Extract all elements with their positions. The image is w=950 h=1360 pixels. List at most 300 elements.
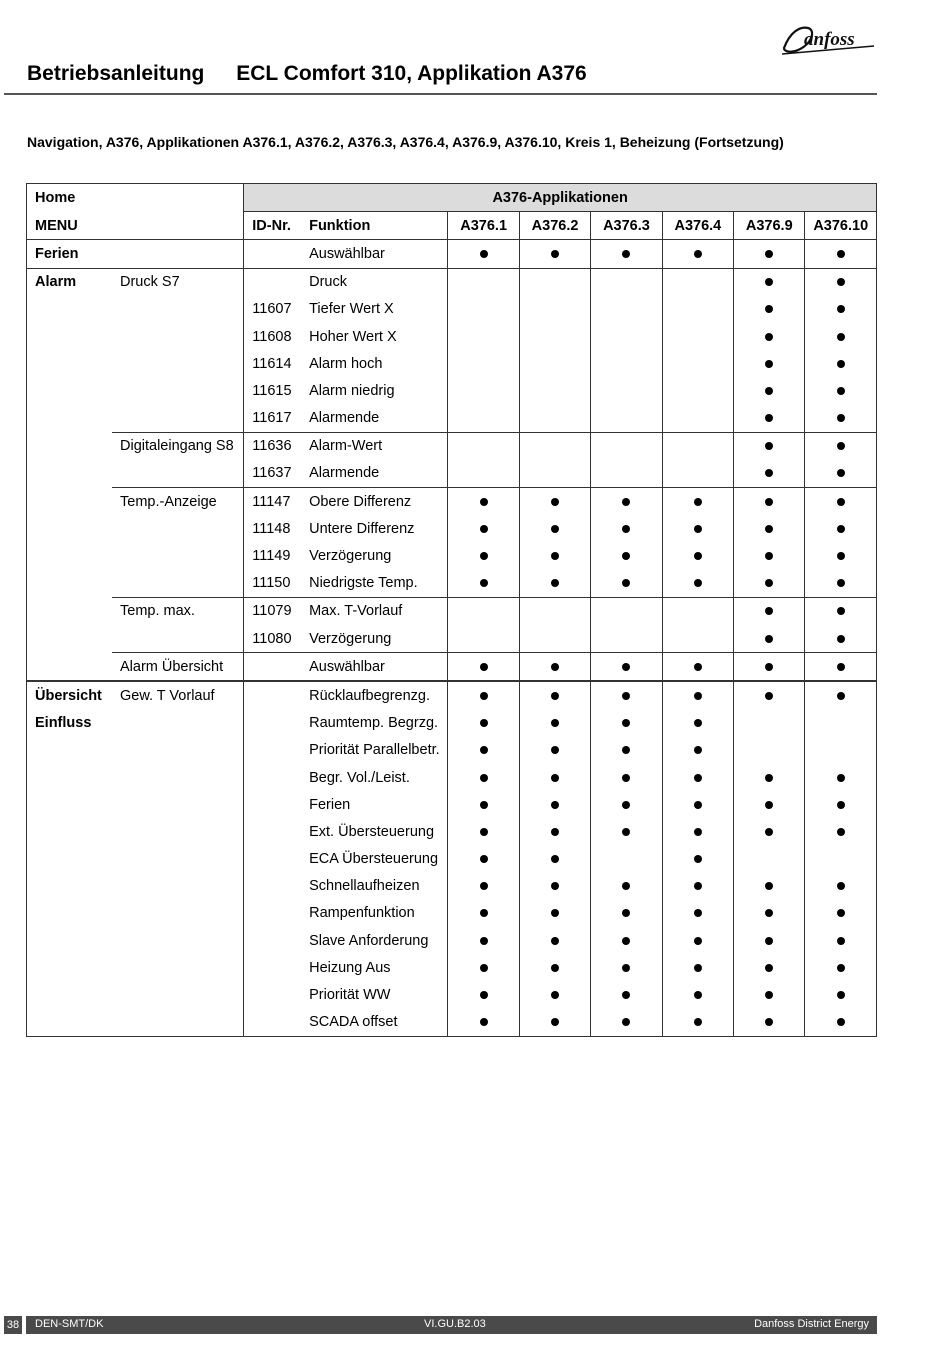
availability-cell [734,1009,805,1037]
availability-cell [519,432,590,460]
availability-cell [805,488,877,516]
availability-cell [448,488,519,516]
availability-cell [734,515,805,542]
availability-cell [591,350,662,377]
menu-label: MENU [27,212,113,240]
availability-cell [734,323,805,350]
submenu-cell: Druck S7 [112,268,244,296]
table-row [27,515,877,542]
available-dot-icon [837,360,845,368]
app-column-header: A376.2 [519,212,590,240]
available-dot-icon [765,278,773,286]
availability-cell [805,791,877,818]
availability-cell [662,570,733,598]
function-cell: Rampenfunktion [309,905,415,922]
availability-cell [591,764,662,791]
availability-cell [805,710,877,737]
availability-cell [519,927,590,954]
id-cell: 11080 [244,625,301,653]
availability-cell [519,323,590,350]
menu-cell [27,873,113,900]
availability-cell [734,981,805,1008]
id-cell [244,818,301,845]
footer-document-code: DEN-SMT/DK [35,1318,104,1330]
menu-cell [27,432,113,460]
availability-cell [805,1009,877,1037]
menu-cell [27,737,113,764]
availability-cell [805,846,877,873]
page-title [27,62,587,86]
availability-cell [448,1009,519,1037]
available-dot-icon [480,855,488,863]
availability-cell [519,737,590,764]
availability-cell [662,981,733,1008]
available-dot-icon [694,774,702,782]
availability-cell [448,653,519,682]
submenu-cell [112,570,244,598]
submenu-cell [112,737,244,764]
function-column-header: Funktion [309,217,371,234]
function-cell: Verzögerung [309,630,392,647]
availability-cell [591,377,662,404]
availability-cell [591,873,662,900]
menu-cell [27,323,113,350]
available-dot-icon [765,937,773,945]
function-cell: Auswählbar [301,653,448,682]
availability-cell [734,268,805,296]
submenu-cell: Gew. T Vorlauf [112,681,244,709]
id-cell: 11079 [244,597,301,625]
submenu-cell [112,350,244,377]
availability-cell [519,900,590,927]
availability-cell [662,460,733,488]
available-dot-icon [551,828,559,836]
submenu-cell [112,240,244,268]
availability-cell [805,954,877,981]
table-row [27,542,877,569]
availability-cell [591,710,662,737]
table-row [27,873,877,900]
availability-cell [591,240,662,268]
footer-bar [26,1316,877,1334]
available-dot-icon [765,801,773,809]
submenu-cell [112,542,244,569]
available-dot-icon [837,774,845,782]
available-dot-icon [765,333,773,341]
product-title: ECL Comfort 310, Applikation A376 [236,62,587,85]
id-cell: 11149 [244,542,301,569]
svg-text:anfoss: anfoss [804,29,855,50]
menu-cell [27,625,113,653]
available-dot-icon [837,663,845,671]
available-dot-icon [765,1018,773,1026]
available-dot-icon [480,801,488,809]
available-dot-icon [480,746,488,754]
availability-cell [519,460,590,488]
available-dot-icon [694,882,702,890]
function-cell: Rücklaufbegrenzg. [301,681,448,709]
availability-cell [805,681,877,709]
available-dot-icon [694,855,702,863]
available-dot-icon [551,1018,559,1026]
available-dot-icon [837,607,845,615]
id-cell [244,954,301,981]
available-dot-icon [480,882,488,890]
function-cell: Druck [301,268,448,296]
available-dot-icon [622,498,630,506]
availability-cell [591,791,662,818]
available-dot-icon [765,692,773,700]
availability-cell [734,737,805,764]
menu-cell [27,818,113,845]
table-row [27,900,877,927]
id-cell [244,873,301,900]
availability-cell [591,900,662,927]
availability-cell [448,681,519,709]
availability-cell [662,737,733,764]
menu-cell [27,981,113,1008]
function-cell: Tiefer Wert X [309,301,394,318]
home-label: Home [27,184,113,212]
availability-cell [591,737,662,764]
table-row [27,791,877,818]
availability-cell [734,846,805,873]
available-dot-icon [622,801,630,809]
availability-cell [805,296,877,323]
availability-cell [591,1009,662,1037]
id-cell [244,791,301,818]
availability-cell [519,653,590,682]
table-row [27,597,877,625]
availability-cell [591,570,662,598]
availability-cell [448,791,519,818]
availability-cell [662,954,733,981]
availability-cell [662,818,733,845]
table-row [27,1009,877,1037]
available-dot-icon [694,498,702,506]
availability-cell [734,377,805,404]
available-dot-icon [765,305,773,313]
availability-cell [662,405,733,433]
availability-cell [662,350,733,377]
menu-cell: Übersicht [27,681,113,709]
id-cell [244,927,301,954]
available-dot-icon [837,579,845,587]
availability-cell [805,570,877,598]
availability-cell [662,653,733,682]
submenu-cell [112,818,244,845]
available-dot-icon [551,882,559,890]
availability-cell [448,296,519,323]
submenu-cell [112,764,244,791]
availability-cell [591,542,662,569]
available-dot-icon [551,692,559,700]
availability-cell [662,432,733,460]
availability-cell [448,846,519,873]
id-cell [244,1009,301,1037]
menu-cell [27,954,113,981]
available-dot-icon [551,579,559,587]
available-dot-icon [694,663,702,671]
availability-cell [734,710,805,737]
menu-cell [27,570,113,598]
footer-version-code: VI.GU.B2.03 [424,1318,486,1330]
id-cell [244,268,301,296]
available-dot-icon [480,1018,488,1026]
availability-cell [448,625,519,653]
available-dot-icon [837,828,845,836]
availability-cell [662,542,733,569]
availability-cell [662,377,733,404]
table-row [27,981,877,1008]
availability-cell [805,350,877,377]
availability-cell [448,873,519,900]
availability-cell [662,240,733,268]
availability-cell [805,625,877,653]
id-cell [244,710,301,737]
available-dot-icon [765,909,773,917]
available-dot-icon [837,801,845,809]
availability-cell [734,625,805,653]
availability-cell [591,981,662,1008]
availability-cell [448,240,519,268]
app-column-header: A376.3 [591,212,662,240]
availability-cell [448,570,519,598]
available-dot-icon [837,250,845,258]
menu-cell: Einfluss [27,710,113,737]
available-dot-icon [551,663,559,671]
table-row [27,927,877,954]
submenu-cell [112,296,244,323]
table-row [27,323,877,350]
availability-cell [805,900,877,927]
availability-cell [448,737,519,764]
available-dot-icon [622,774,630,782]
available-dot-icon [551,719,559,727]
available-dot-icon [694,828,702,836]
availability-cell [448,405,519,433]
id-cell: 11150 [244,570,301,598]
availability-cell [519,377,590,404]
available-dot-icon [551,552,559,560]
available-dot-icon [837,333,845,341]
available-dot-icon [622,250,630,258]
available-dot-icon [480,937,488,945]
available-dot-icon [694,937,702,945]
function-cell: Raumtemp. Begrzg. [309,715,439,732]
available-dot-icon [765,579,773,587]
function-cell: SCADA offset [301,1009,448,1037]
table-row [27,296,877,323]
table-row [27,432,877,460]
available-dot-icon [480,719,488,727]
submenu-cell: Temp. max. [112,597,244,625]
availability-cell [519,542,590,569]
table-row [27,764,877,791]
available-dot-icon [694,579,702,587]
table-row [27,710,877,737]
availability-cell [805,405,877,433]
menu-cell [27,1009,113,1037]
availability-cell [805,432,877,460]
available-dot-icon [837,552,845,560]
availability-cell [734,240,805,268]
availability-cell [519,515,590,542]
available-dot-icon [551,855,559,863]
function-cell: Auswählbar [301,240,448,268]
submenu-cell [112,791,244,818]
available-dot-icon [837,692,845,700]
available-dot-icon [765,414,773,422]
available-dot-icon [622,937,630,945]
table-row [27,625,877,653]
menu-cell [27,791,113,818]
available-dot-icon [551,525,559,533]
availability-cell [519,710,590,737]
availability-cell [448,818,519,845]
function-cell: Alarm niedrig [309,382,395,399]
availability-cell [591,460,662,488]
availability-cell [519,954,590,981]
availability-cell [734,764,805,791]
id-cell: 11615 [244,377,301,404]
availability-cell [591,625,662,653]
availability-cell [519,597,590,625]
function-cell: ECA Übersteuerung [309,851,439,868]
id-cell: 11608 [244,323,301,350]
availability-cell [734,597,805,625]
section-subtitle: Navigation, A376, Applikationen A376.1, A376.2, A376.3, A376.4, A376.9, A376.10, Kreis 1, Beheizung (Fortsetzung) [27,134,784,150]
availability-cell [519,846,590,873]
availability-cell [805,764,877,791]
availability-cell [805,323,877,350]
available-dot-icon [694,746,702,754]
available-dot-icon [622,692,630,700]
available-dot-icon [622,1018,630,1026]
function-cell: Alarmende [309,410,380,427]
submenu-cell [112,515,244,542]
menu-cell [27,653,113,682]
availability-cell [448,981,519,1008]
available-dot-icon [622,746,630,754]
page-number: 38 [4,1316,22,1334]
availability-cell [448,515,519,542]
submenu-cell [112,323,244,350]
availability-cell [591,405,662,433]
availability-cell [734,542,805,569]
function-cell: Untere Differenz [309,520,415,537]
available-dot-icon [765,663,773,671]
availability-cell [591,323,662,350]
submenu-cell [112,460,244,488]
app-column-header: A376.4 [662,212,733,240]
available-dot-icon [694,692,702,700]
availability-cell [805,927,877,954]
table-row [27,846,877,873]
availability-cell [448,710,519,737]
availability-cell [734,460,805,488]
availability-cell [662,900,733,927]
available-dot-icon [694,719,702,727]
availability-cell [448,542,519,569]
available-dot-icon [480,964,488,972]
available-dot-icon [622,909,630,917]
function-cell: Ferien [309,796,351,813]
available-dot-icon [622,552,630,560]
availability-cell [734,681,805,709]
table-row [27,460,877,488]
submenu-cell [112,405,244,433]
available-dot-icon [480,250,488,258]
available-dot-icon [480,552,488,560]
available-dot-icon [837,964,845,972]
availability-cell [519,681,590,709]
availability-cell [519,625,590,653]
availability-cell [519,981,590,1008]
availability-cell [519,873,590,900]
available-dot-icon [765,360,773,368]
available-dot-icon [551,498,559,506]
available-dot-icon [765,635,773,643]
submenu-cell [112,954,244,981]
availability-cell [591,927,662,954]
availability-cell [519,570,590,598]
availability-cell [591,653,662,682]
availability-cell [662,597,733,625]
available-dot-icon [765,991,773,999]
menu-cell [27,377,113,404]
available-dot-icon [622,525,630,533]
available-dot-icon [480,525,488,533]
menu-cell [27,405,113,433]
available-dot-icon [765,607,773,615]
availability-cell [448,323,519,350]
available-dot-icon [837,909,845,917]
available-dot-icon [551,774,559,782]
function-cell: Schnellaufheizen [309,878,420,895]
submenu-cell [112,710,244,737]
availability-cell [591,296,662,323]
submenu-cell [112,927,244,954]
available-dot-icon [622,828,630,836]
availability-cell [519,240,590,268]
table-row [27,681,877,709]
danfoss-logo [778,18,878,58]
available-dot-icon [765,250,773,258]
app-column-header: A376.9 [734,212,805,240]
availability-cell [662,873,733,900]
availability-cell [805,981,877,1008]
availability-cell [519,764,590,791]
submenu-cell [112,625,244,653]
available-dot-icon [551,746,559,754]
submenu-cell: Digitaleingang S8 [112,432,244,460]
availability-cell [662,764,733,791]
submenu-cell [112,1009,244,1037]
menu-cell [27,597,113,625]
id-cell [244,240,301,268]
available-dot-icon [837,414,845,422]
available-dot-icon [765,442,773,450]
availability-cell [805,873,877,900]
availability-cell [734,873,805,900]
availability-cell [734,350,805,377]
menu-cell [27,542,113,569]
applications-group-header: A376-Applikationen [244,184,877,212]
available-dot-icon [694,1018,702,1026]
availability-cell [591,846,662,873]
id-cell [244,737,301,764]
